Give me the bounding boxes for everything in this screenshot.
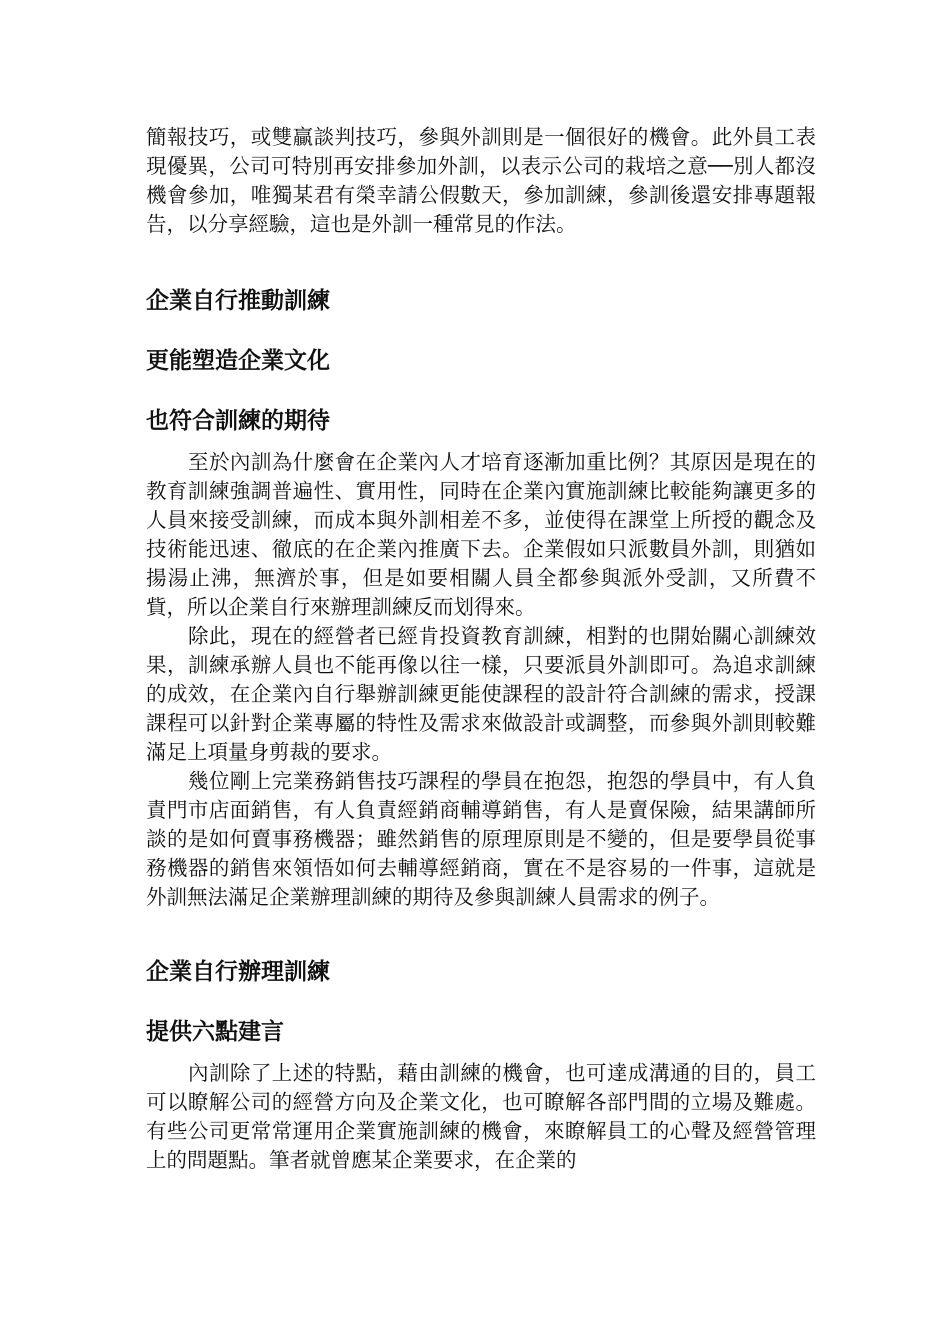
- section-heading-2: 更能塑造企業文化: [146, 347, 330, 374]
- section-heading-4: 企業自行辦理訓練: [146, 958, 330, 985]
- body-paragraph-1: 至於內訓為什麼會在企業內人才培育逐漸加重比例？其原因是現在的教育訓練強調普遍性、實用性，同時在企業內實施訓練比較能夠讓更多的人員來接受訓練，而成本與外訓相差不多，並使得在課堂上所授的觀念及技術能迅速、徹底的在企業內推廣下去。企業假如只派數員外訓，則猶如揚湯止沸，無濟於事，但是如要相關人員全都參與派外受訓，又所費不貲，所以企業自行來辦理訓練反而划得來。: [146, 450, 816, 619]
- section-heading-1: 企業自行推動訓練: [146, 287, 330, 314]
- section-heading-5: 提供六點建言: [146, 1018, 284, 1045]
- intro-paragraph: 簡報技巧，或雙贏談判技巧，參與外訓則是一個很好的機會。此外員工表現優異，公司可特別再安排參加外訓，以表示公司的栽培之意──別人都沒機會參加，唯獨某君有榮幸請公假數天，參加訓練，參訓後還安排專題報告，以分享經驗，這也是外訓一種常見的作法。: [146, 125, 816, 236]
- body-paragraph-2: 除此，現在的經營者已經肯投資教育訓練，相對的也開始關心訓練效果，訓練承辦人員也不能再像以往一樣，只要派員外訓即可。為追求訓練的成效，在企業內自行舉辦訓練更能使課程的設計符合訓練的需求，授課課程可以針對企業專屬的特性及需求來做設計或調整，而參與外訓則較難滿足上項量身剪裁的要求。: [146, 624, 816, 764]
- section-heading-3: 也符合訓練的期待: [146, 407, 330, 434]
- document-body: [146, 123, 816, 1175]
- body-paragraph-3: 幾位剛上完業務銷售技巧課程的學員在抱怨，抱怨的學員中，有人負責門市店面銷售，有人負責經銷商輔導銷售，有人是賣保險，結果講師所談的是如何賣事務機器；雖然銷售的原理原則是不變的，但是要學員從事務機器的銷售來領悟如何去輔導經銷商，實在不是容易的一件事，這就是外訓無法滿足企業辦理訓練的期待及參與訓練人員需求的例子。: [146, 769, 816, 909]
- body-paragraph-4: 內訓除了上述的特點，藉由訓練的機會，也可達成溝通的目的，員工可以瞭解公司的經營方向及企業文化，也可瞭解各部門間的立場及難處。有些公司更常常運用企業實施訓練的機會，來瞭解員工的心聲及經營管理上的問題點。筆者就曾應某企業要求，在企業的: [146, 1061, 816, 1172]
